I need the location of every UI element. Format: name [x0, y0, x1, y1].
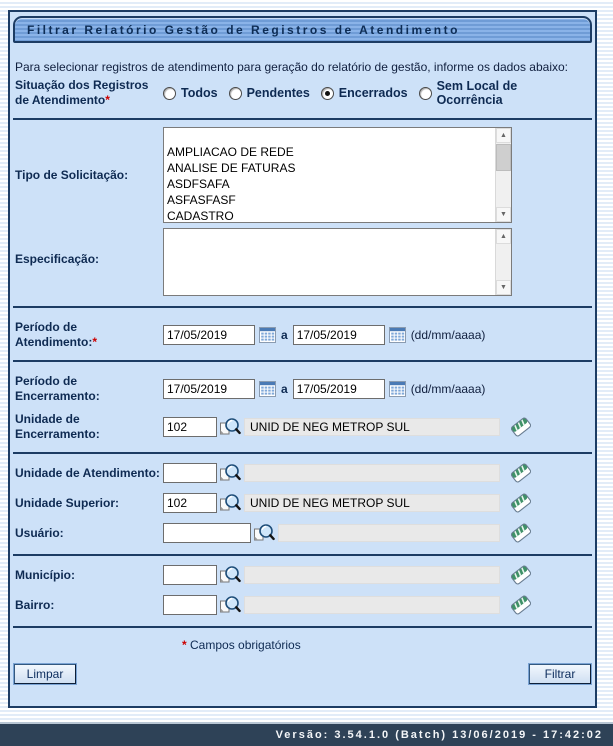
section-divider: [13, 626, 592, 628]
calendar-icon[interactable]: [389, 327, 406, 343]
eraser-icon[interactable]: [509, 564, 533, 586]
search-icon[interactable]: [219, 564, 241, 586]
search-icon[interactable]: [253, 522, 275, 544]
periodo-encerramento-label: Período de Encerramento:: [15, 374, 100, 403]
radio-icon[interactable]: [419, 87, 432, 100]
periodo-encerramento-from-input[interactable]: [163, 379, 255, 399]
version-text: Versão: 3.54.1.0 (Batch) 13/06/2019 - 17:42:02: [275, 729, 603, 741]
list-item[interactable]: ASFASFASF: [167, 193, 236, 207]
section-divider: [13, 452, 592, 454]
search-icon[interactable]: [219, 462, 241, 484]
required-fields-note: * Campos obrigatórios: [182, 638, 301, 652]
periodo-atendimento-label: Período de Atendimento:*: [15, 320, 97, 349]
situacao-label: Situação dos Registros de Atendimento*: [15, 78, 149, 107]
list-item[interactable]: ASDFSAFA: [167, 177, 230, 191]
radio-option-encerrados[interactable]: Encerrados: [321, 86, 408, 100]
section-divider: [13, 554, 592, 556]
tipo-solicitacao-row: [10, 127, 595, 223]
required-asterisk: *: [182, 638, 187, 652]
unidade-superior-code-input[interactable]: [163, 493, 217, 513]
periodo-atendimento-to-input[interactable]: [293, 325, 385, 345]
calendar-icon[interactable]: [389, 381, 406, 397]
unidade-encerramento-label: Unidade de Encerramento:: [15, 412, 100, 441]
periodo-encerramento-row: [10, 374, 595, 404]
search-icon[interactable]: [219, 594, 241, 616]
required-asterisk: *: [92, 335, 97, 349]
municipio-label: Município:: [15, 567, 75, 582]
unidade-superior-name-field: UNID DE NEG METROP SUL: [244, 494, 500, 512]
date-format-hint: (dd/mm/aaaa): [410, 382, 486, 396]
filter-form-panel: [8, 10, 597, 708]
tipo-solicitacao-label: Tipo de Solicitação:: [15, 167, 129, 182]
municipio-name-field: [244, 566, 500, 584]
bairro-row: [10, 594, 595, 616]
eraser-icon[interactable]: [509, 594, 533, 616]
unidade-atendimento-row: [10, 462, 595, 484]
section-divider: [13, 360, 592, 362]
unidade-atendimento-name-field: [244, 464, 500, 482]
unidade-encerramento-row: [10, 412, 595, 442]
usuario-row: [10, 522, 595, 544]
scroll-up-button[interactable]: ▲: [496, 229, 511, 244]
date-range-separator: a: [281, 382, 288, 396]
periodo-atendimento-row: [10, 320, 595, 350]
usuario-code-input[interactable]: [163, 523, 251, 543]
section-divider: [13, 306, 592, 308]
periodo-encerramento-to-input[interactable]: [293, 379, 385, 399]
especificacao-row: [10, 223, 595, 296]
action-buttons-row: [14, 664, 591, 684]
unidade-atendimento-code-input[interactable]: [163, 463, 217, 483]
unidade-encerramento-code-input[interactable]: [163, 417, 217, 437]
panel-title-bar: [13, 16, 592, 43]
unidade-superior-label: Unidade Superior:: [15, 495, 120, 510]
scrollbar[interactable]: [495, 128, 511, 222]
filtrar-button[interactable]: Filtrar: [529, 664, 591, 684]
footer-bar: [0, 722, 613, 746]
section-divider: [13, 118, 592, 120]
scroll-down-button[interactable]: ▼: [496, 207, 511, 222]
scroll-down-button[interactable]: ▼: [496, 280, 511, 295]
municipio-row: [10, 564, 595, 586]
scroll-up-button[interactable]: ▲: [496, 128, 511, 143]
tipo-solicitacao-list[interactable]: [163, 127, 512, 223]
especificacao-list[interactable]: [163, 228, 512, 296]
eraser-icon[interactable]: [509, 522, 533, 544]
eraser-icon[interactable]: [509, 492, 533, 514]
eraser-icon[interactable]: [509, 416, 533, 438]
calendar-icon[interactable]: [259, 327, 276, 343]
periodo-atendimento-from-input[interactable]: [163, 325, 255, 345]
date-format-hint: (dd/mm/aaaa): [410, 328, 486, 342]
list-item[interactable]: CADASTRO: [167, 209, 234, 222]
bairro-label: Bairro:: [15, 597, 55, 612]
usuario-label: Usuário:: [15, 525, 64, 540]
radio-option-sem-local[interactable]: Sem Local de Ocorrência: [419, 79, 580, 107]
required-asterisk: *: [105, 93, 110, 107]
radio-icon[interactable]: [163, 87, 176, 100]
limpar-button[interactable]: Limpar: [14, 664, 76, 684]
situacao-row: [10, 78, 595, 108]
eraser-icon[interactable]: [509, 462, 533, 484]
date-range-separator: a: [281, 328, 288, 342]
situacao-radio-group: [163, 79, 591, 107]
radio-option-todos[interactable]: Todos: [163, 86, 218, 100]
municipio-code-input[interactable]: [163, 565, 217, 585]
unidade-encerramento-name-field: UNID DE NEG METROP SUL: [244, 418, 500, 436]
calendar-icon[interactable]: [259, 381, 276, 397]
radio-option-pendentes[interactable]: Pendentes: [229, 86, 310, 100]
list-item[interactable]: AMPLIACAO DE REDE: [167, 145, 294, 159]
search-icon[interactable]: [219, 492, 241, 514]
radio-icon[interactable]: [229, 87, 242, 100]
unidade-superior-row: [10, 492, 595, 514]
intro-text: Para selecionar registros de atendimento para geração do relatório de gestão, informe os dados abaixo:: [15, 60, 569, 74]
usuario-name-field: [278, 524, 500, 542]
scrollbar-thumb[interactable]: [496, 144, 511, 171]
unidade-atendimento-label: Unidade de Atendimento:: [15, 465, 160, 480]
especificacao-label: Especificação:: [15, 252, 100, 266]
scrollbar[interactable]: [495, 229, 511, 295]
list-options: [164, 229, 494, 295]
search-icon[interactable]: [219, 416, 241, 438]
list-options: [164, 128, 494, 222]
list-item[interactable]: [164, 128, 494, 144]
radio-icon-selected[interactable]: [321, 87, 334, 100]
page-title: Filtrar Relatório Gestão de Registros de Atendimento: [27, 22, 460, 37]
bairro-code-input[interactable]: [163, 595, 217, 615]
list-item[interactable]: ANALISE DE FATURAS: [167, 161, 296, 175]
bairro-name-field: [244, 596, 500, 614]
